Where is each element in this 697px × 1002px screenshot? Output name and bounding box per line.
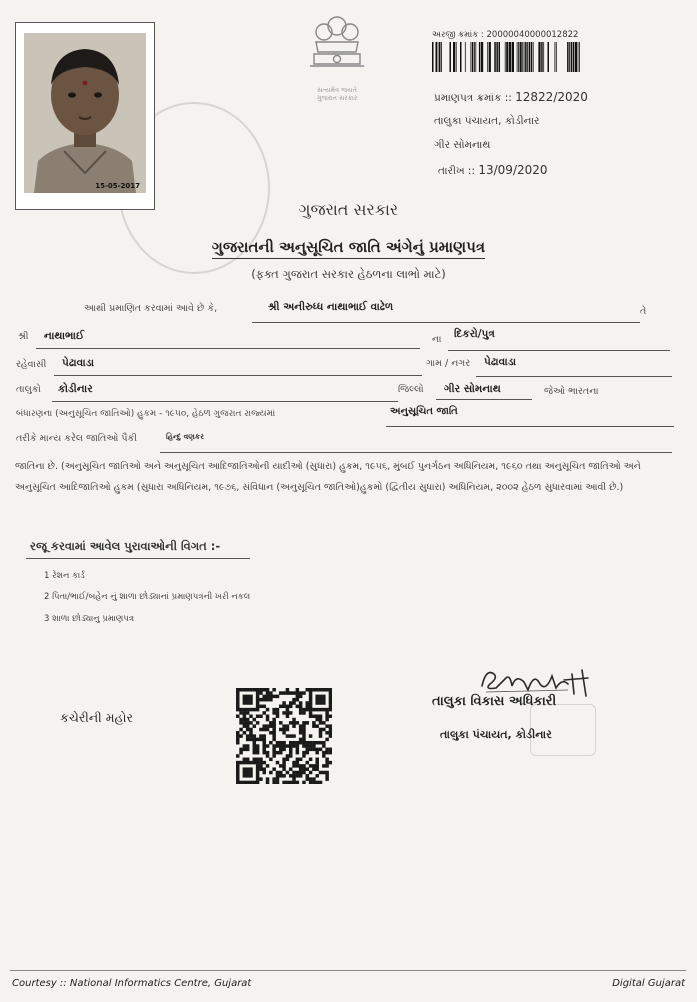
certificate-title-text: ગુજરાતની અનુસૂચિત જાતિ અંગેનું પ્રમાણપત્ર	[212, 238, 485, 259]
application-number: અરજી ક્રમાંક : 20000040000012822	[432, 30, 579, 40]
cert-date-row	[434, 163, 548, 178]
order-label: બંધારણના (અનુસૂચિત જાતિઓ) હુકમ - ૧૯૫૦, હેઠળ ગુજરાત રાજ્યમાં	[16, 409, 276, 419]
relation-underline	[448, 350, 670, 351]
cert-date-label: તારીખ ::	[438, 165, 476, 177]
village-underline	[476, 376, 672, 377]
name-suffix: તે	[640, 306, 647, 317]
government-title: ગુજરાત સરકાર	[298, 200, 399, 219]
cert-number-label: પ્રમાણપત્ર ક્રમાંક ::	[434, 92, 512, 104]
category-underline	[386, 426, 674, 427]
emblem-caption-1: સત્યમેવ જયતે	[317, 86, 357, 94]
category-value: અનુસૂચિત જાતિ	[390, 406, 458, 417]
caste-label: તરીકે માન્ય કરેલ જાતિઓ પૈકી	[16, 433, 137, 444]
district-value: ગીર સોમનાથ	[444, 383, 501, 395]
district-underline	[436, 399, 532, 400]
resident-value: પેઢાવાડા	[62, 357, 95, 369]
footer-courtesy: Courtesy :: National Informatics Centre, Gujarat	[12, 978, 252, 989]
cert-date: 13/09/2020	[478, 163, 548, 177]
resident-label: રહેવાસી	[16, 359, 47, 370]
evidence-item: 2 પિતા/ભાઈ/બહેન નું શાળા છોડ્યાનાં પ્રમાણપત્રની ખરી નકલ	[44, 592, 251, 602]
header-office: તાલુકા પંચાયત, કોડીનાર	[434, 115, 540, 127]
certificate-title	[0, 238, 697, 256]
footer-divider	[10, 970, 686, 971]
evidence-title: રજૂ કરવામાં આવેલ પુરાવાઓની વિગત :-	[30, 539, 221, 553]
applicant-name: શ્રી અનીરુધ્ધ નાથાભાઈ વાઢેળ	[268, 301, 394, 313]
portrait-illustration	[24, 33, 146, 193]
father-name: નાથાભાઈ	[44, 330, 85, 342]
caste-value: હિન્દુ વણકર	[166, 432, 204, 441]
barcode	[432, 42, 582, 72]
cert-number-row	[434, 90, 588, 105]
name-underline	[252, 322, 640, 323]
qr-code	[236, 688, 332, 784]
evidence-underline	[26, 558, 250, 559]
header-district: ગીર સોમનાથ	[434, 139, 491, 151]
evidence-item: 1 રેશન કાર્ડ	[44, 571, 85, 581]
footer-brand: Digital Gujarat	[612, 978, 685, 989]
emblem-caption-2: ગુજરાત સરકાર	[316, 94, 358, 102]
relation-value: દિકરો/પુત્ર	[454, 328, 495, 340]
father-underline	[36, 348, 420, 349]
resident-underline	[54, 375, 422, 376]
photo-portrait	[24, 33, 146, 193]
signatory-title: તાલુકા વિકાસ અધિકારી	[432, 694, 557, 709]
certify-label: આથી પ્રમાણિત કરવામાં આવે છે કે,	[84, 303, 218, 314]
state-label: જેઓ ભારતના	[544, 386, 599, 397]
district-label: જિલ્લો	[398, 384, 424, 395]
village-value: પેઢાવાડા	[484, 356, 517, 368]
evidence-item: 3 શાળા છોડ્યાનુ પ્રમાણપત્ર	[44, 614, 135, 624]
cert-number: 12822/2020	[515, 90, 588, 104]
national-emblem-icon	[302, 8, 372, 103]
taluka-value: કોડીનાર	[58, 383, 93, 395]
legal-paragraph: જાતિના છે. (અનુસૂચિત જાતિઓ અને અનુસૂચિત આદિજાતિઓની યાદીઓ (સુધારા) હુકમ, ૧૯૫૬, મુંબઈ પુનર્ગઠન અધિનિયમ, ૧૯૬૦ તથા અનુસૂચિત જાતિઓ અને અનુસૂચિત આદિજાતિઓ હુકમ (સુધારા અધિનિયમ, ૧૯૭૬, સંવિધાન (અનુસૂચિત જાતિઓ)હુકમો (દ્વિતીય સુધારા) અધિનિયમ, ૨૦૦૨ હેઠળ સુધારવામાં આવી છે.)	[15, 461, 641, 493]
caste-underline	[160, 452, 672, 453]
office-seal-label: કચેરીની મહોર	[60, 710, 134, 725]
father-prefix: શ્રી	[18, 331, 29, 342]
taluka-underline	[52, 401, 398, 402]
applicant-photo	[15, 22, 155, 210]
relation-label: ના	[432, 334, 442, 345]
certificate-subtitle: (ફક્ત ગુજરાત સરકાર હેઠળના લાભો માટે)	[251, 267, 446, 281]
taluka-label: તાલુકો	[16, 384, 41, 395]
village-label: ગામ / નગર	[426, 358, 471, 369]
photo-date: 15-05-2017	[95, 182, 140, 190]
signatory-office: તાલુકા પંચાયત, કોડીનાર	[440, 728, 552, 741]
rubber-stamp	[530, 704, 596, 756]
